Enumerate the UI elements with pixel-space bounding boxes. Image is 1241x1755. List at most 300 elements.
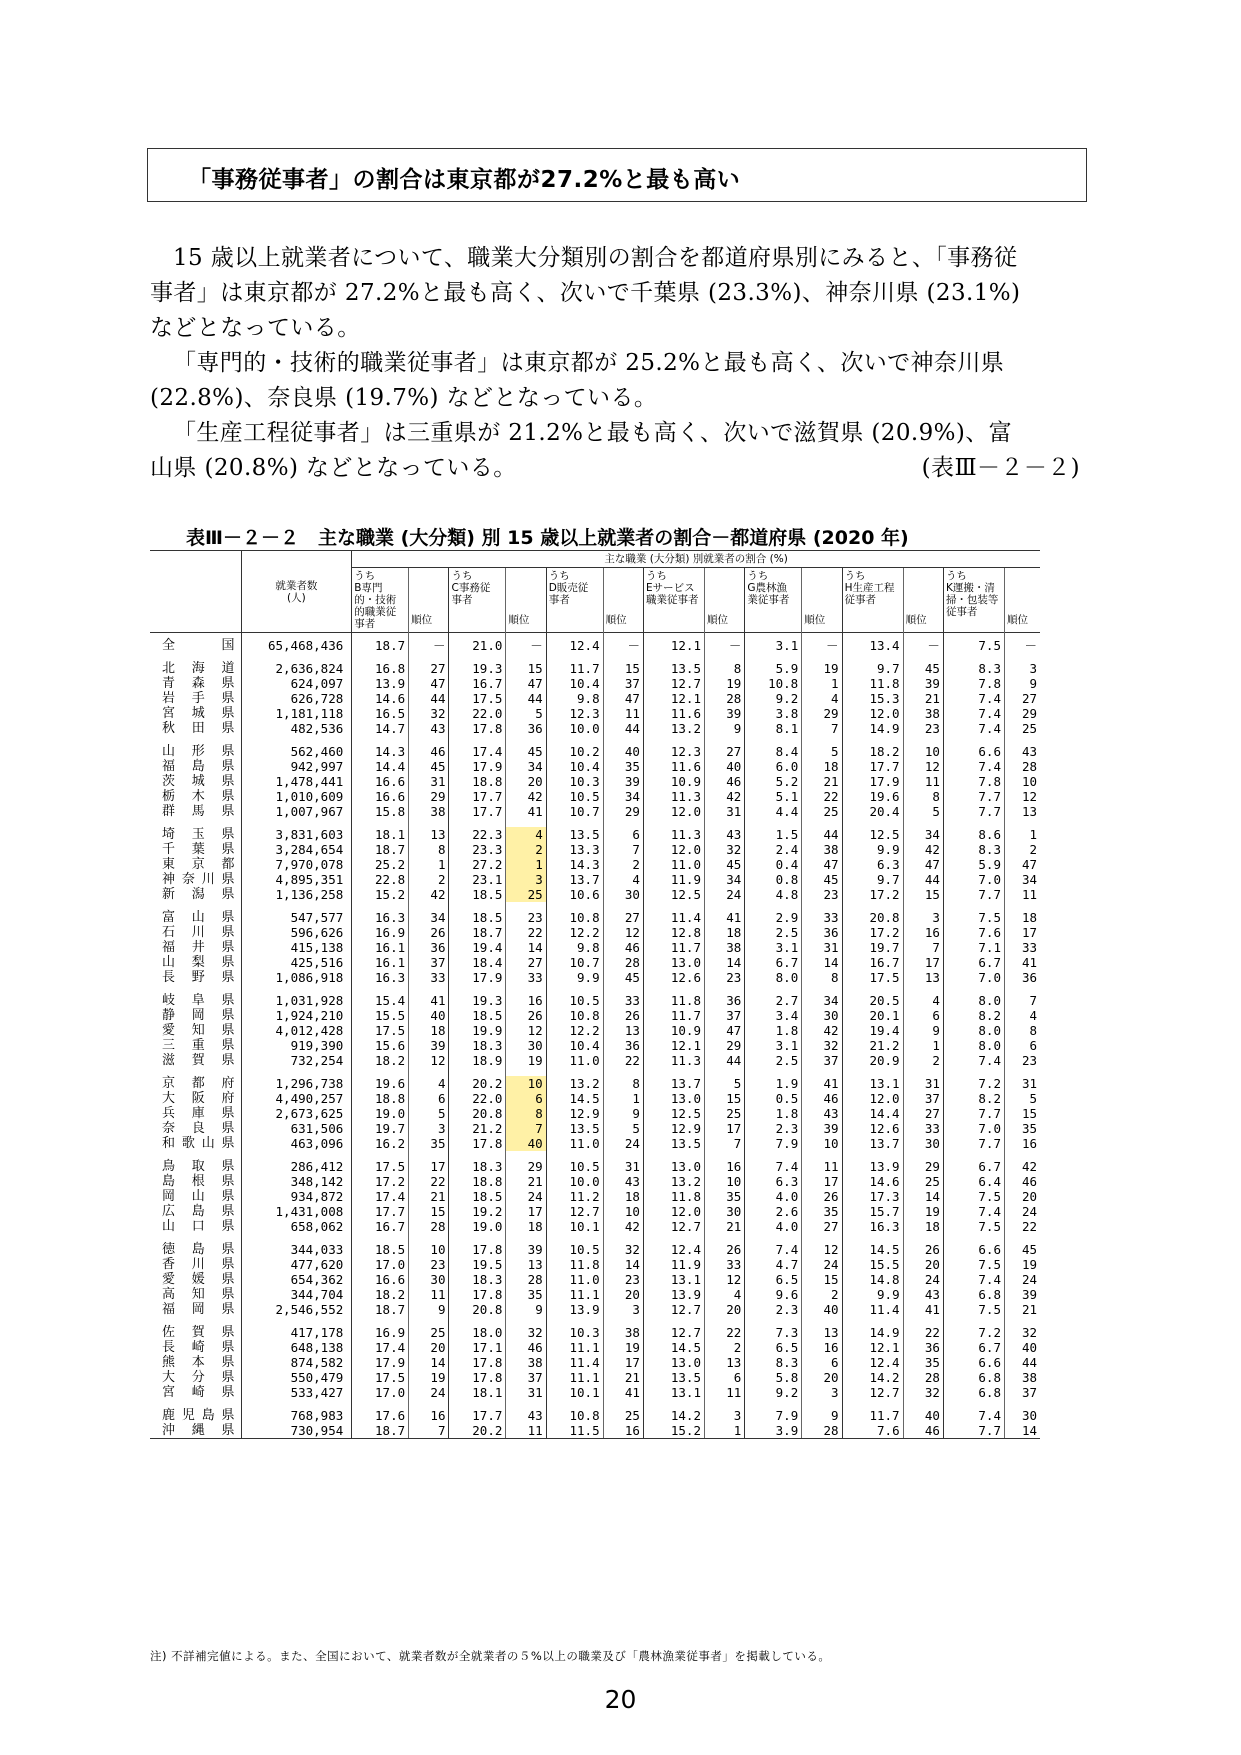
spacer-cell bbox=[704, 1068, 744, 1076]
rank-cell: 30 bbox=[1004, 1408, 1040, 1423]
percent-cell: 6.6 bbox=[943, 1355, 1004, 1370]
percent-cell: 9.2 bbox=[745, 1385, 802, 1400]
table-row bbox=[150, 691, 1040, 706]
spacer-cell bbox=[603, 985, 643, 993]
spacer-cell bbox=[903, 1068, 943, 1076]
percent-cell: 6.7 bbox=[943, 1340, 1004, 1355]
spacer-cell bbox=[802, 902, 842, 910]
spacer-cell bbox=[546, 736, 603, 744]
rank-cell: 8 bbox=[903, 789, 943, 804]
percent-cell: 7.2 bbox=[943, 1325, 1004, 1340]
percent-cell: 17.3 bbox=[842, 1189, 903, 1204]
spacer-cell bbox=[903, 819, 943, 827]
spacer-cell bbox=[546, 1151, 603, 1159]
table-row bbox=[150, 706, 1040, 721]
rank-cell: 39 bbox=[506, 1242, 546, 1257]
table-row bbox=[150, 1159, 1040, 1174]
percent-cell: 16.3 bbox=[352, 910, 409, 925]
percent-cell: 12.6 bbox=[643, 970, 704, 985]
percent-cell: 13.5 bbox=[643, 1136, 704, 1151]
rank-cell: 36 bbox=[903, 1340, 943, 1355]
spacer-cell bbox=[1004, 1151, 1040, 1159]
percent-cell: 22.3 bbox=[449, 827, 506, 842]
percent-cell: 13.9 bbox=[643, 1287, 704, 1302]
table-row bbox=[150, 1325, 1040, 1340]
rank-cell: 26 bbox=[802, 1189, 842, 1204]
rank-cell: 45 bbox=[704, 857, 744, 872]
rank-cell: 31 bbox=[802, 940, 842, 955]
percent-cell: 17.0 bbox=[352, 1257, 409, 1272]
table-row bbox=[150, 1038, 1040, 1053]
spacer-cell bbox=[903, 985, 943, 993]
spacer-cell bbox=[409, 653, 449, 661]
percent-cell: 11.8 bbox=[546, 1257, 603, 1272]
rank-cell: 22 bbox=[506, 925, 546, 940]
prefecture-name: 青森県 bbox=[162, 676, 235, 691]
percent-cell: 12.2 bbox=[546, 925, 603, 940]
rank-cell: 7 bbox=[409, 1423, 449, 1439]
percent-cell: 12.0 bbox=[842, 1091, 903, 1106]
rank-cell: 7 bbox=[903, 940, 943, 955]
rank-cell: 3 bbox=[506, 872, 546, 887]
percent-cell: 13.5 bbox=[643, 1370, 704, 1385]
rank-cell: 8 bbox=[409, 842, 449, 857]
spacer-cell bbox=[241, 902, 352, 910]
rank-cell: － bbox=[409, 638, 449, 653]
spacer-cell bbox=[603, 1151, 643, 1159]
table-note: 注) 不詳補完値による。また、全国において、就業者数が全就業者の５%以上の職業及び「農林漁業従事者」を掲載している。 bbox=[150, 1649, 831, 1663]
headline-box bbox=[147, 148, 1087, 202]
percent-cell: 16.1 bbox=[352, 940, 409, 955]
prefecture-name: 千葉県 bbox=[162, 842, 235, 857]
rank-cell: 4 bbox=[704, 1287, 744, 1302]
workers-count: 2,546,552 bbox=[241, 1302, 352, 1317]
header-rank-3: 順位 bbox=[704, 568, 744, 633]
percent-cell: 18.3 bbox=[449, 1038, 506, 1053]
percent-cell: 19.6 bbox=[842, 789, 903, 804]
rank-cell: 11 bbox=[603, 706, 643, 721]
percent-cell: 14.6 bbox=[842, 1174, 903, 1189]
percent-cell: 15.5 bbox=[352, 1008, 409, 1023]
percent-cell: 6.0 bbox=[745, 759, 802, 774]
percent-cell: 5.1 bbox=[745, 789, 802, 804]
rank-cell: 12 bbox=[704, 1272, 744, 1287]
table-container bbox=[150, 550, 1040, 1642]
percent-cell: 12.5 bbox=[643, 1106, 704, 1121]
spacer-cell bbox=[745, 1068, 802, 1076]
rank-cell: 44 bbox=[409, 691, 449, 706]
rank-cell: 46 bbox=[903, 1423, 943, 1439]
prefecture-name: 岩手県 bbox=[162, 691, 235, 706]
rank-cell: 4 bbox=[1004, 1008, 1040, 1023]
percent-cell: 20.2 bbox=[449, 1076, 506, 1091]
workers-count: 3,831,603 bbox=[241, 827, 352, 842]
spacer-cell bbox=[150, 1234, 241, 1242]
rank-cell: 15 bbox=[704, 1091, 744, 1106]
spacer-cell bbox=[241, 1317, 352, 1325]
rank-cell: 25 bbox=[506, 887, 546, 902]
percent-cell: 19.9 bbox=[449, 1023, 506, 1038]
percent-cell: 17.6 bbox=[352, 1408, 409, 1423]
rank-cell: 1 bbox=[802, 676, 842, 691]
rank-cell: 35 bbox=[802, 1204, 842, 1219]
workers-count: 874,582 bbox=[241, 1355, 352, 1370]
percent-cell: 2.5 bbox=[745, 925, 802, 940]
prefecture-name: 熊本県 bbox=[162, 1355, 235, 1370]
prefecture-name: 香川県 bbox=[162, 1257, 235, 1272]
prefecture-name: 沖縄県 bbox=[150, 1423, 241, 1439]
percent-cell: 7.3 bbox=[745, 1325, 802, 1340]
percent-cell: 7.4 bbox=[745, 1242, 802, 1257]
header-rank-5: 順位 bbox=[903, 568, 943, 633]
rank-cell: 7 bbox=[704, 1136, 744, 1151]
percent-cell: 13.9 bbox=[546, 1302, 603, 1317]
percent-cell: 8.3 bbox=[943, 842, 1004, 857]
percent-cell: 11.8 bbox=[643, 993, 704, 1008]
percent-cell: 9.7 bbox=[842, 661, 903, 676]
workers-count: 624,097 bbox=[241, 676, 352, 691]
rank-cell: 45 bbox=[409, 759, 449, 774]
rank-cell: 12 bbox=[603, 925, 643, 940]
rank-cell: 44 bbox=[1004, 1355, 1040, 1370]
prefecture-name: 大阪府 bbox=[162, 1091, 235, 1106]
table-row bbox=[150, 993, 1040, 1008]
rank-cell: 5 bbox=[409, 1106, 449, 1121]
spacer-cell bbox=[150, 736, 241, 744]
rank-cell: 6 bbox=[802, 1355, 842, 1370]
percent-cell: 7.0 bbox=[943, 970, 1004, 985]
spacer-cell bbox=[241, 1151, 352, 1159]
percent-cell: 18.9 bbox=[449, 1053, 506, 1068]
percent-cell: 20.8 bbox=[449, 1106, 506, 1121]
table-row bbox=[150, 872, 1040, 887]
percent-cell: 17.4 bbox=[352, 1189, 409, 1204]
spacer-cell bbox=[704, 736, 744, 744]
rank-cell: 10 bbox=[1004, 774, 1040, 789]
spacer-cell bbox=[643, 1151, 704, 1159]
rank-cell: 14 bbox=[506, 940, 546, 955]
table-row bbox=[150, 1408, 1040, 1423]
spacer-cell bbox=[643, 985, 704, 993]
table-row bbox=[150, 842, 1040, 857]
prefecture-name: 滋賀県 bbox=[162, 1053, 235, 1068]
rank-cell: 46 bbox=[506, 1340, 546, 1355]
percent-cell: 13.1 bbox=[643, 1385, 704, 1400]
spacer-cell bbox=[903, 1234, 943, 1242]
percent-cell: 12.2 bbox=[546, 1023, 603, 1038]
rank-cell: 7 bbox=[1004, 993, 1040, 1008]
percent-cell: 18.5 bbox=[449, 910, 506, 925]
spacer-cell bbox=[643, 653, 704, 661]
percent-cell: 13.7 bbox=[842, 1136, 903, 1151]
spacer-cell bbox=[704, 902, 744, 910]
spacer-cell bbox=[745, 902, 802, 910]
rank-cell: 35 bbox=[409, 1136, 449, 1151]
rank-cell: 11 bbox=[704, 1385, 744, 1400]
percent-cell: 6.7 bbox=[943, 1159, 1004, 1174]
rank-cell: 35 bbox=[506, 1287, 546, 1302]
spacer-cell bbox=[603, 1400, 643, 1408]
percent-cell: 18.2 bbox=[842, 744, 903, 759]
percent-cell: 2.7 bbox=[745, 993, 802, 1008]
percent-cell: 12.4 bbox=[546, 638, 603, 653]
percent-cell: 12.0 bbox=[842, 706, 903, 721]
rank-cell: 8 bbox=[1004, 1023, 1040, 1038]
percent-cell: 4.8 bbox=[745, 887, 802, 902]
rank-cell: 4 bbox=[409, 1076, 449, 1091]
workers-count: 1,136,258 bbox=[241, 887, 352, 902]
rank-cell: 14 bbox=[1004, 1423, 1040, 1439]
rank-cell: 46 bbox=[603, 940, 643, 955]
percent-cell: 14.8 bbox=[842, 1272, 903, 1287]
rank-cell: 41 bbox=[802, 1076, 842, 1091]
percent-cell: 13.9 bbox=[352, 676, 409, 691]
prefecture-name: 徳島県 bbox=[162, 1242, 235, 1257]
percent-cell: 10.1 bbox=[546, 1385, 603, 1400]
spacer-cell bbox=[1004, 1317, 1040, 1325]
rank-cell: 13 bbox=[409, 827, 449, 842]
spacer-cell bbox=[241, 1400, 352, 1408]
percent-cell: 9.9 bbox=[842, 842, 903, 857]
percent-cell: 7.9 bbox=[745, 1136, 802, 1151]
percent-cell: 15.3 bbox=[842, 691, 903, 706]
percent-cell: 22.0 bbox=[449, 706, 506, 721]
percent-cell: 12.1 bbox=[643, 691, 704, 706]
percent-cell: 18.7 bbox=[352, 638, 409, 653]
rank-cell: 33 bbox=[704, 1257, 744, 1272]
paragraph-1-line-3: などとなっている。 bbox=[150, 315, 361, 341]
spacer-cell bbox=[943, 819, 1004, 827]
rank-cell: 36 bbox=[506, 721, 546, 736]
percent-cell: 7.8 bbox=[943, 774, 1004, 789]
rank-cell: 38 bbox=[802, 842, 842, 857]
rank-cell: 19 bbox=[603, 1340, 643, 1355]
prefecture-name: 兵庫県 bbox=[162, 1106, 235, 1121]
rank-cell: 42 bbox=[903, 842, 943, 857]
rank-cell: 31 bbox=[506, 1385, 546, 1400]
rank-cell: 45 bbox=[802, 872, 842, 887]
percent-cell: 18.0 bbox=[449, 1325, 506, 1340]
percent-cell: 25.2 bbox=[352, 857, 409, 872]
rank-cell: 24 bbox=[704, 887, 744, 902]
rank-cell: 18 bbox=[704, 925, 744, 940]
prefecture-name: 茨城県 bbox=[162, 774, 235, 789]
rank-cell: 44 bbox=[903, 872, 943, 887]
rank-cell: 4 bbox=[802, 691, 842, 706]
body-text bbox=[150, 241, 1080, 486]
percent-cell: 17.2 bbox=[842, 925, 903, 940]
percent-cell: 11.3 bbox=[643, 827, 704, 842]
rank-cell: 31 bbox=[1004, 1076, 1040, 1091]
percent-cell: 7.1 bbox=[943, 940, 1004, 955]
percent-cell: 9.9 bbox=[842, 1287, 903, 1302]
percent-cell: 10.1 bbox=[546, 1219, 603, 1234]
percent-cell: 15.8 bbox=[352, 804, 409, 819]
rank-cell: 19 bbox=[704, 676, 744, 691]
percent-cell: 15.5 bbox=[842, 1257, 903, 1272]
spacer-cell bbox=[903, 902, 943, 910]
workers-count: 286,412 bbox=[241, 1159, 352, 1174]
spacer-cell bbox=[506, 1151, 546, 1159]
header-category-1: うち C事務従 事者 bbox=[449, 568, 506, 633]
percent-cell: 13.5 bbox=[546, 827, 603, 842]
percent-cell: 12.0 bbox=[643, 804, 704, 819]
spacer-cell bbox=[802, 1400, 842, 1408]
percent-cell: 14.5 bbox=[842, 1242, 903, 1257]
percent-cell: 13.0 bbox=[643, 1091, 704, 1106]
spacer-cell bbox=[1004, 653, 1040, 661]
rank-cell: 47 bbox=[903, 857, 943, 872]
rank-cell: 7 bbox=[506, 1121, 546, 1136]
rank-cell: 40 bbox=[1004, 1340, 1040, 1355]
spacer-cell bbox=[409, 902, 449, 910]
workers-count: 463,096 bbox=[241, 1136, 352, 1151]
percent-cell: 12.9 bbox=[643, 1121, 704, 1136]
spacer-cell bbox=[506, 985, 546, 993]
percent-cell: 18.5 bbox=[352, 1242, 409, 1257]
spacer-cell bbox=[1004, 819, 1040, 827]
spacer-cell bbox=[842, 1400, 903, 1408]
percent-cell: 16.5 bbox=[352, 706, 409, 721]
rank-cell: 36 bbox=[802, 925, 842, 940]
rank-cell: 3 bbox=[704, 1408, 744, 1423]
percent-cell: 17.8 bbox=[449, 721, 506, 736]
rank-cell: 47 bbox=[506, 676, 546, 691]
rank-cell: 37 bbox=[1004, 1385, 1040, 1400]
spacer-cell bbox=[903, 736, 943, 744]
rank-cell: 7 bbox=[603, 842, 643, 857]
spacer-cell bbox=[943, 985, 1004, 993]
rank-cell: 21 bbox=[1004, 1302, 1040, 1317]
percent-cell: 10.2 bbox=[546, 744, 603, 759]
headline: 「事務従事者」の割合は東京都が27.2%と最も高い bbox=[188, 167, 741, 193]
percent-cell: 19.7 bbox=[842, 940, 903, 955]
table-row bbox=[150, 1174, 1040, 1189]
header-category-0: うち B専門 的・技術 的職業従 事者 bbox=[352, 568, 409, 633]
rank-cell: 29 bbox=[704, 1038, 744, 1053]
rank-cell: 33 bbox=[903, 1121, 943, 1136]
percent-cell: 18.7 bbox=[352, 1302, 409, 1317]
workers-count: 768,983 bbox=[241, 1408, 352, 1423]
workers-count: 477,620 bbox=[241, 1257, 352, 1272]
spacer-cell bbox=[842, 902, 903, 910]
table-row bbox=[150, 676, 1040, 691]
prefecture-name: 高知県 bbox=[162, 1287, 235, 1302]
percent-cell: 13.3 bbox=[546, 842, 603, 857]
percent-cell: 3.8 bbox=[745, 706, 802, 721]
percent-cell: 8.2 bbox=[943, 1008, 1004, 1023]
percent-cell: 12.3 bbox=[643, 744, 704, 759]
percent-cell: 17.5 bbox=[449, 691, 506, 706]
workers-count: 1,924,210 bbox=[241, 1008, 352, 1023]
table-row bbox=[150, 827, 1040, 842]
rank-cell: 39 bbox=[409, 1038, 449, 1053]
rank-cell: 14 bbox=[409, 1355, 449, 1370]
spacer-cell bbox=[704, 1400, 744, 1408]
percent-cell: 4.0 bbox=[745, 1189, 802, 1204]
percent-cell: 16.2 bbox=[352, 1136, 409, 1151]
rank-cell: 9 bbox=[802, 1408, 842, 1423]
rank-cell: 24 bbox=[1004, 1272, 1040, 1287]
percent-cell: 12.7 bbox=[643, 1302, 704, 1317]
rank-cell: 37 bbox=[704, 1008, 744, 1023]
rank-cell: 36 bbox=[603, 1038, 643, 1053]
percent-cell: 7.4 bbox=[745, 1159, 802, 1174]
rank-cell: 27 bbox=[903, 1106, 943, 1121]
percent-cell: 6.3 bbox=[745, 1174, 802, 1189]
percent-cell: 2.5 bbox=[745, 1053, 802, 1068]
percent-cell: 0.4 bbox=[745, 857, 802, 872]
rank-cell: 32 bbox=[506, 1325, 546, 1340]
percent-cell: 11.0 bbox=[546, 1136, 603, 1151]
percent-cell: 7.7 bbox=[943, 887, 1004, 902]
spacer-cell bbox=[150, 1317, 241, 1325]
spacer-cell bbox=[943, 1400, 1004, 1408]
percent-cell: 12.1 bbox=[842, 1340, 903, 1355]
spacer-cell bbox=[449, 902, 506, 910]
prefecture-name: 奈良県 bbox=[162, 1121, 235, 1136]
workers-count: 1,031,928 bbox=[241, 993, 352, 1008]
spacer-cell bbox=[643, 1400, 704, 1408]
rank-cell: 10 bbox=[506, 1076, 546, 1091]
prefecture-name: 山口県 bbox=[162, 1219, 235, 1234]
percent-cell: 7.0 bbox=[943, 1121, 1004, 1136]
rank-cell: 29 bbox=[506, 1159, 546, 1174]
percent-cell: 11.6 bbox=[643, 759, 704, 774]
rank-cell: 29 bbox=[603, 804, 643, 819]
rank-cell: 39 bbox=[903, 676, 943, 691]
percent-cell: 15.6 bbox=[352, 1038, 409, 1053]
percent-cell: 20.2 bbox=[449, 1423, 506, 1439]
spacer-cell bbox=[241, 653, 352, 661]
rank-cell: 30 bbox=[903, 1136, 943, 1151]
rank-cell: 17 bbox=[903, 955, 943, 970]
percent-cell: 13.9 bbox=[842, 1159, 903, 1174]
percent-cell: 11.0 bbox=[546, 1272, 603, 1287]
workers-count: 562,460 bbox=[241, 744, 352, 759]
percent-cell: 10.5 bbox=[546, 993, 603, 1008]
percent-cell: 7.5 bbox=[943, 1257, 1004, 1272]
percent-cell: 10.8 bbox=[546, 1408, 603, 1423]
percent-cell: 4.7 bbox=[745, 1257, 802, 1272]
rank-cell: 3 bbox=[603, 1302, 643, 1317]
paragraph-3-line-2: 山県 (20.8%) などとなっている。 bbox=[150, 455, 517, 481]
spacer-cell bbox=[352, 1151, 409, 1159]
prefecture-name: 山形県 bbox=[162, 744, 235, 759]
percent-cell: 12.1 bbox=[643, 638, 704, 653]
rank-cell: 38 bbox=[704, 940, 744, 955]
rank-cell: 27 bbox=[603, 910, 643, 925]
rank-cell: 21 bbox=[802, 774, 842, 789]
spacer-cell bbox=[506, 819, 546, 827]
percent-cell: 11.5 bbox=[546, 1423, 603, 1439]
table-row bbox=[150, 940, 1040, 955]
rank-cell: 1 bbox=[603, 1091, 643, 1106]
spacer-cell bbox=[745, 1317, 802, 1325]
percent-cell: 17.8 bbox=[449, 1355, 506, 1370]
percent-cell: 14.9 bbox=[842, 721, 903, 736]
percent-cell: 11.7 bbox=[546, 661, 603, 676]
percent-cell: 12.4 bbox=[842, 1355, 903, 1370]
spacer-cell bbox=[943, 1151, 1004, 1159]
table-row bbox=[150, 1340, 1040, 1355]
table-row bbox=[150, 1287, 1040, 1302]
header-corner bbox=[150, 551, 241, 633]
rank-cell: 36 bbox=[409, 940, 449, 955]
percent-cell: 10.9 bbox=[643, 1023, 704, 1038]
table-row bbox=[150, 661, 1040, 676]
table-row bbox=[150, 1076, 1040, 1091]
